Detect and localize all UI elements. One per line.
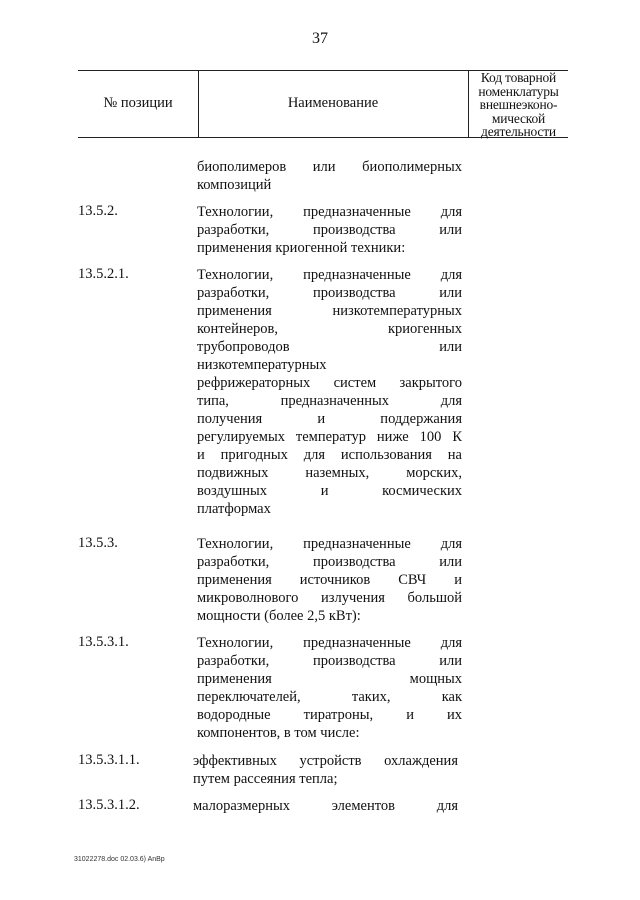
header-code-line: мической	[491, 110, 546, 126]
item-description	[193, 797, 458, 815]
description-line: применения источников СВЧ и	[197, 572, 462, 588]
description-line: разработки, производства или	[197, 653, 462, 669]
item-description	[197, 535, 462, 625]
description-line: регулируемых температур ниже 100 К	[197, 429, 462, 445]
header-name: Наименование	[287, 95, 379, 111]
description-line: разработки, производства или	[197, 554, 462, 570]
page-number: 37	[312, 30, 328, 47]
header-code-line: Код товарной	[480, 70, 557, 85]
description-line: Технологии, предназначенные для	[197, 635, 462, 651]
description-line: типа, предназначенных для	[197, 393, 462, 409]
description-line: биополимеров или биополимерных	[197, 159, 462, 175]
item-description	[193, 752, 458, 788]
position-number: 13.5.2.1.	[78, 266, 129, 282]
description-line: Технологии, предназначенные для	[197, 267, 462, 283]
position-number: 13.5.3.	[78, 535, 118, 551]
description-line: разработки, производства или	[197, 222, 462, 238]
description-line: Технологии, предназначенные для	[197, 204, 462, 220]
item-description	[197, 203, 462, 257]
description-line: разработки, производства или	[197, 285, 462, 301]
description-line: воздушных и космических	[197, 483, 462, 499]
description-line: переключателей, таких, как	[197, 689, 462, 705]
description-line: и пригодных для использования на	[197, 447, 462, 463]
position-number: 13.5.3.1.2.	[78, 797, 140, 813]
description-line: рефрижераторных систем закрытого	[197, 375, 462, 391]
description-line: микроволнового излучения большой	[197, 590, 462, 606]
description-line: Технологии, предназначенные для	[197, 536, 462, 552]
description-line: путем рассеяния тепла;	[193, 771, 338, 787]
description-line: применения криогенной техники:	[197, 240, 406, 256]
item-description	[197, 158, 462, 194]
description-line: контейнеров, криогенных	[197, 321, 462, 337]
header-code-line: внешнеэконо-	[479, 97, 558, 112]
description-line: композиций	[197, 177, 272, 193]
description-line: получения и поддержания	[197, 411, 462, 427]
description-line: водородные тиратроны, и их	[197, 707, 462, 723]
table-header	[78, 70, 568, 138]
description-line: компонентов, в том числе:	[197, 725, 360, 741]
item-description	[197, 634, 462, 742]
item-description	[197, 266, 462, 518]
header-position: № позиции	[103, 95, 173, 111]
description-line: малоразмерных элементов для	[193, 798, 458, 814]
header-code-line: деятельности	[481, 124, 556, 139]
document-footer: 31022278.doc 02.03.6) AnBp	[74, 856, 165, 863]
header-code	[469, 71, 568, 139]
description-line: платформах	[197, 501, 271, 517]
description-line: подвижных наземных, морских,	[197, 465, 462, 481]
description-line: применения низкотемпературных	[197, 303, 462, 319]
position-number: 13.5.3.1.	[78, 634, 129, 650]
description-line: мощности (более 2,5 кВт):	[197, 608, 361, 624]
description-line: трубопроводов или	[197, 339, 462, 355]
position-number: 13.5.3.1.1.	[78, 752, 140, 768]
header-code-line: номенклатуры	[478, 83, 559, 99]
description-line: низкотемпературных	[197, 357, 327, 373]
description-line: эффективных устройств охлаждения	[193, 753, 458, 769]
description-line: применения мощных	[197, 671, 462, 687]
position-number: 13.5.2.	[78, 203, 118, 219]
